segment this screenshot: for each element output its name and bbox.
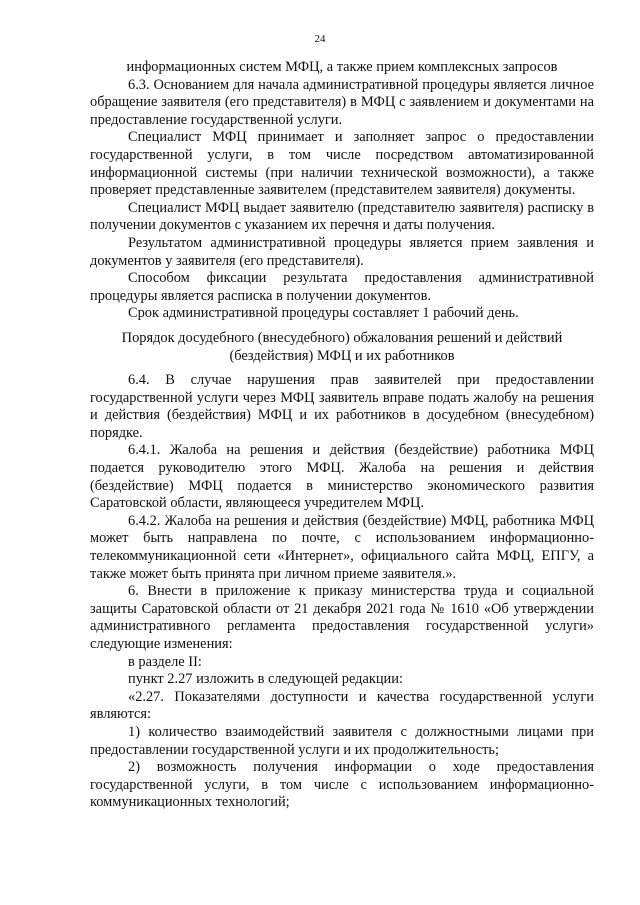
paragraph-7: Срок административной процедуры составляет 1 рабочий день. [128,305,519,322]
paragraph-list-1: 1) количество взаимодействий заявителя с должностными лицами при предоставлении государственной услуги и их продолжительность; [90,723,594,758]
paragraph-6-4-1: 6.4.1. Жалоба на решения и действия (бездействие) работника МФЦ подается руководителю этого МФЦ. Жалоба на решения и действия (бездействие) МФЦ подается в министерство экономического развития Саратовской области, являющееся учредителем МФЦ. [90,442,594,512]
paragraph-5: Результатом административной процедуры является прием заявления и документов у заявителя (его представителя). [90,234,594,269]
paragraph-6-4-2: 6.4.2. Жалоба на решения и действия (бездействие) МФЦ, работника МФЦ может быть направлена по почте, с использованием информационно-телекоммуникационной сети «Интернет», официального сайта МФЦ, ЕПГУ, а также может быть принята при личном приеме заявителя.». [90,512,594,582]
paragraph-3: Специалист МФЦ принимает и заполняет запрос о предоставлении государственной услуги, в том числе посредством автоматизированной информационной системы (при наличии технической возможности), а также проверяет представленные заявителем (представителем заявителя) документы. [90,129,594,199]
paragraph-2-27: «2.27. Показателями доступности и качества государственной услуги являются: [90,688,594,723]
paragraph-list-2: 2) возможность получения информации о ходе предоставления государственной услуги, в том числе с использованием информационно-коммуникационных технологий; [90,759,594,811]
paragraph-6: Способом фиксации результата предоставления административной процедуры является расписка в получении документов. [90,270,594,304]
paragraph-6-4: 6.4. В случае нарушения прав заявителей при предоставлении государственной услуги через МФЦ заявитель вправе подать жалобу на решения и действия (бездействия) МФЦ и их работников в досудебном (внесудебном) порядке. [90,372,594,441]
paragraph-4: Специалист МФЦ выдает заявителю (представителю заявителя) расписку в получении документов с указанием их перечня и даты получения. [90,199,594,234]
section-heading: Порядок досудебного (внесудебного) обжалования решений и действий (бездействия) МФЦ и их работников [121,329,563,364]
document-body [90,59,594,812]
page-number: 24 [314,33,326,45]
paragraph-item-6: 6. Внести в приложение к приказу министерства труда и социальной защиты Саратовской области от 21 декабря 2021 года № 1610 «Об утверждении административного регламента предоставления государственной услуги» следующие изменения: [90,583,594,652]
paragraph-point-2-27: пункт 2.27 изложить в следующей редакции: [128,671,403,688]
paragraph-2: 6.3. Основанием для начала административной процедуры является личное обращение заявителя (его представителя) в МФЦ с заявлением и документами на предоставление государственной услуги. [90,76,594,128]
paragraph-1: информационных систем МФЦ, а также прием комплексных запросов [126,59,558,75]
paragraph-section-ii: в разделе II: [128,653,202,670]
